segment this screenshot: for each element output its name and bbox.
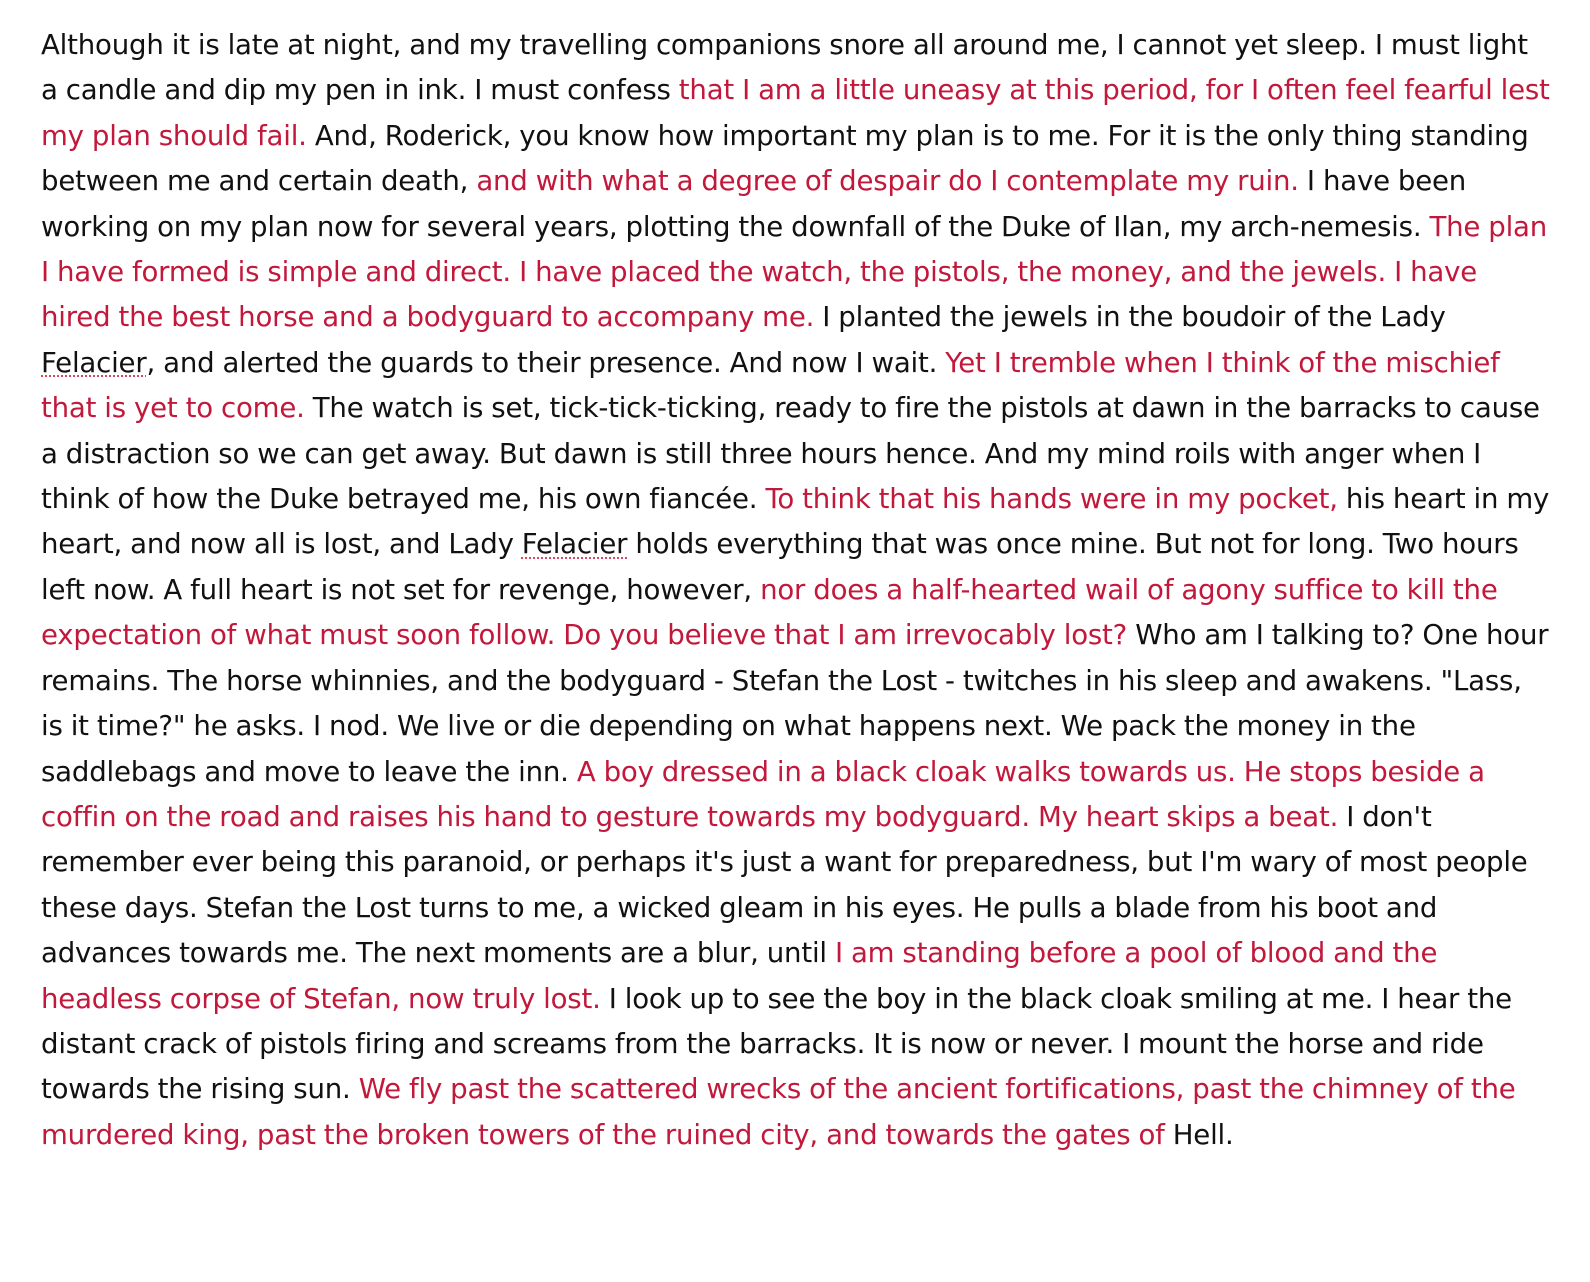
highlighted-text-segment: We fly past the scattered wrecks of the ancient fortifications, past the chimney of the murdered king, past the broken towers of the ruined city, and towards the gates of [41,1072,1516,1151]
text-segment: , and alerted the guards to their presence. And now I wait. [146,345,946,379]
highlighted-text-segment: that I am a little uneasy at this period, for I often feel fearful lest my plan should fail. [41,73,1550,152]
text-segment: I look up to see the boy in the black cloak smiling at me. I hear the distant crack of pistols firing and screams from the barracks. It is now or never. I mount the horse and ride towards the rising sun. [41,981,1512,1106]
text-segment: I planted the jewels in the boudoir of the Lady [814,300,1446,334]
highlighted-text-segment: The plan I have formed is simple and direct. I have placed the watch, the pistols, the money, and the jewels. I have hired the best horse and a bodyguard to accompany me. [41,209,1548,334]
text-segment: And, Roderick, you know how important my plan is to me. For it is the only thing standing between me and certain death, [41,118,1529,198]
highlighted-text-segment: Yet I tremble when I think of the mischief that is yet to come. [41,345,1500,425]
highlighted-text-segment: To think that his hands were in my pocket, [765,482,1338,516]
text-segment: The watch is set, tick-tick-ticking, ready to fire the pistols at dawn in the barracks to cause a distraction so we can get away. But dawn is still three hours hence. And my mind roils with anger when I think of how the Duke betrayed me, his own fiancée. [41,391,1540,516]
text-segment: Although it is late at night, and my travelling companions snore all around me, I cannot yet sleep. I must light a candle and dip my pen in ink. I must confess [41,28,1528,107]
highlighted-text-segment: and with what a degree of despair do I contemplate my ruin. [476,164,1299,198]
text-segment: I have been working on my plan now for several years, plotting the downfall of the Duke of Ilan, my arch-nemesis. [41,164,1467,243]
highlighted-text-segment: nor does a half-hearted wail of agony suffice to kill the expectation of what must soon follow. Do you believe that I am irrevocably lost? [41,572,1498,652]
text-segment: holds everything that was once mine. But not for long. Two hours left now. A full heart is not set for revenge, however, [41,527,1519,606]
text-segment: Hell. [1164,1117,1234,1151]
text-segment: Who am I talking to? One hour remains. The horse whinnies, and the bodyguard - Stefan the Lost - twitches in his sleep and awakens. "Lass, is it time?" he asks. I nod. We live or die depending on what happens next. We pack the money in the saddlebags and move to leave the inn. [41,618,1549,788]
text-segment: I don't remember ever being this paranoid, or perhaps it's just a want for preparedness, but I'm wary of most people these days. Stefan the Lost turns to me, a wicked gleam in his eyes. He pulls a blade from his boot and advances towards me. The next moments are a blur, until [41,799,1528,970]
story-paragraph [41,22,1550,1157]
highlighted-text-segment: I am standing before a pool of blood and the headless corpse of Stefan, now truly lost. [41,936,1438,1015]
highlighted-text-segment: A boy dressed in a black cloak walks towards us. He stops beside a coffin on the road and raises his hand to gesture towards my bodyguard. My heart skips a beat. [41,754,1485,833]
misspelled-word[interactable]: Felacier [521,527,628,561]
misspelled-word[interactable]: Felacier [41,345,147,379]
text-segment: his heart in my heart, and now all is lost, and Lady [41,482,1550,561]
